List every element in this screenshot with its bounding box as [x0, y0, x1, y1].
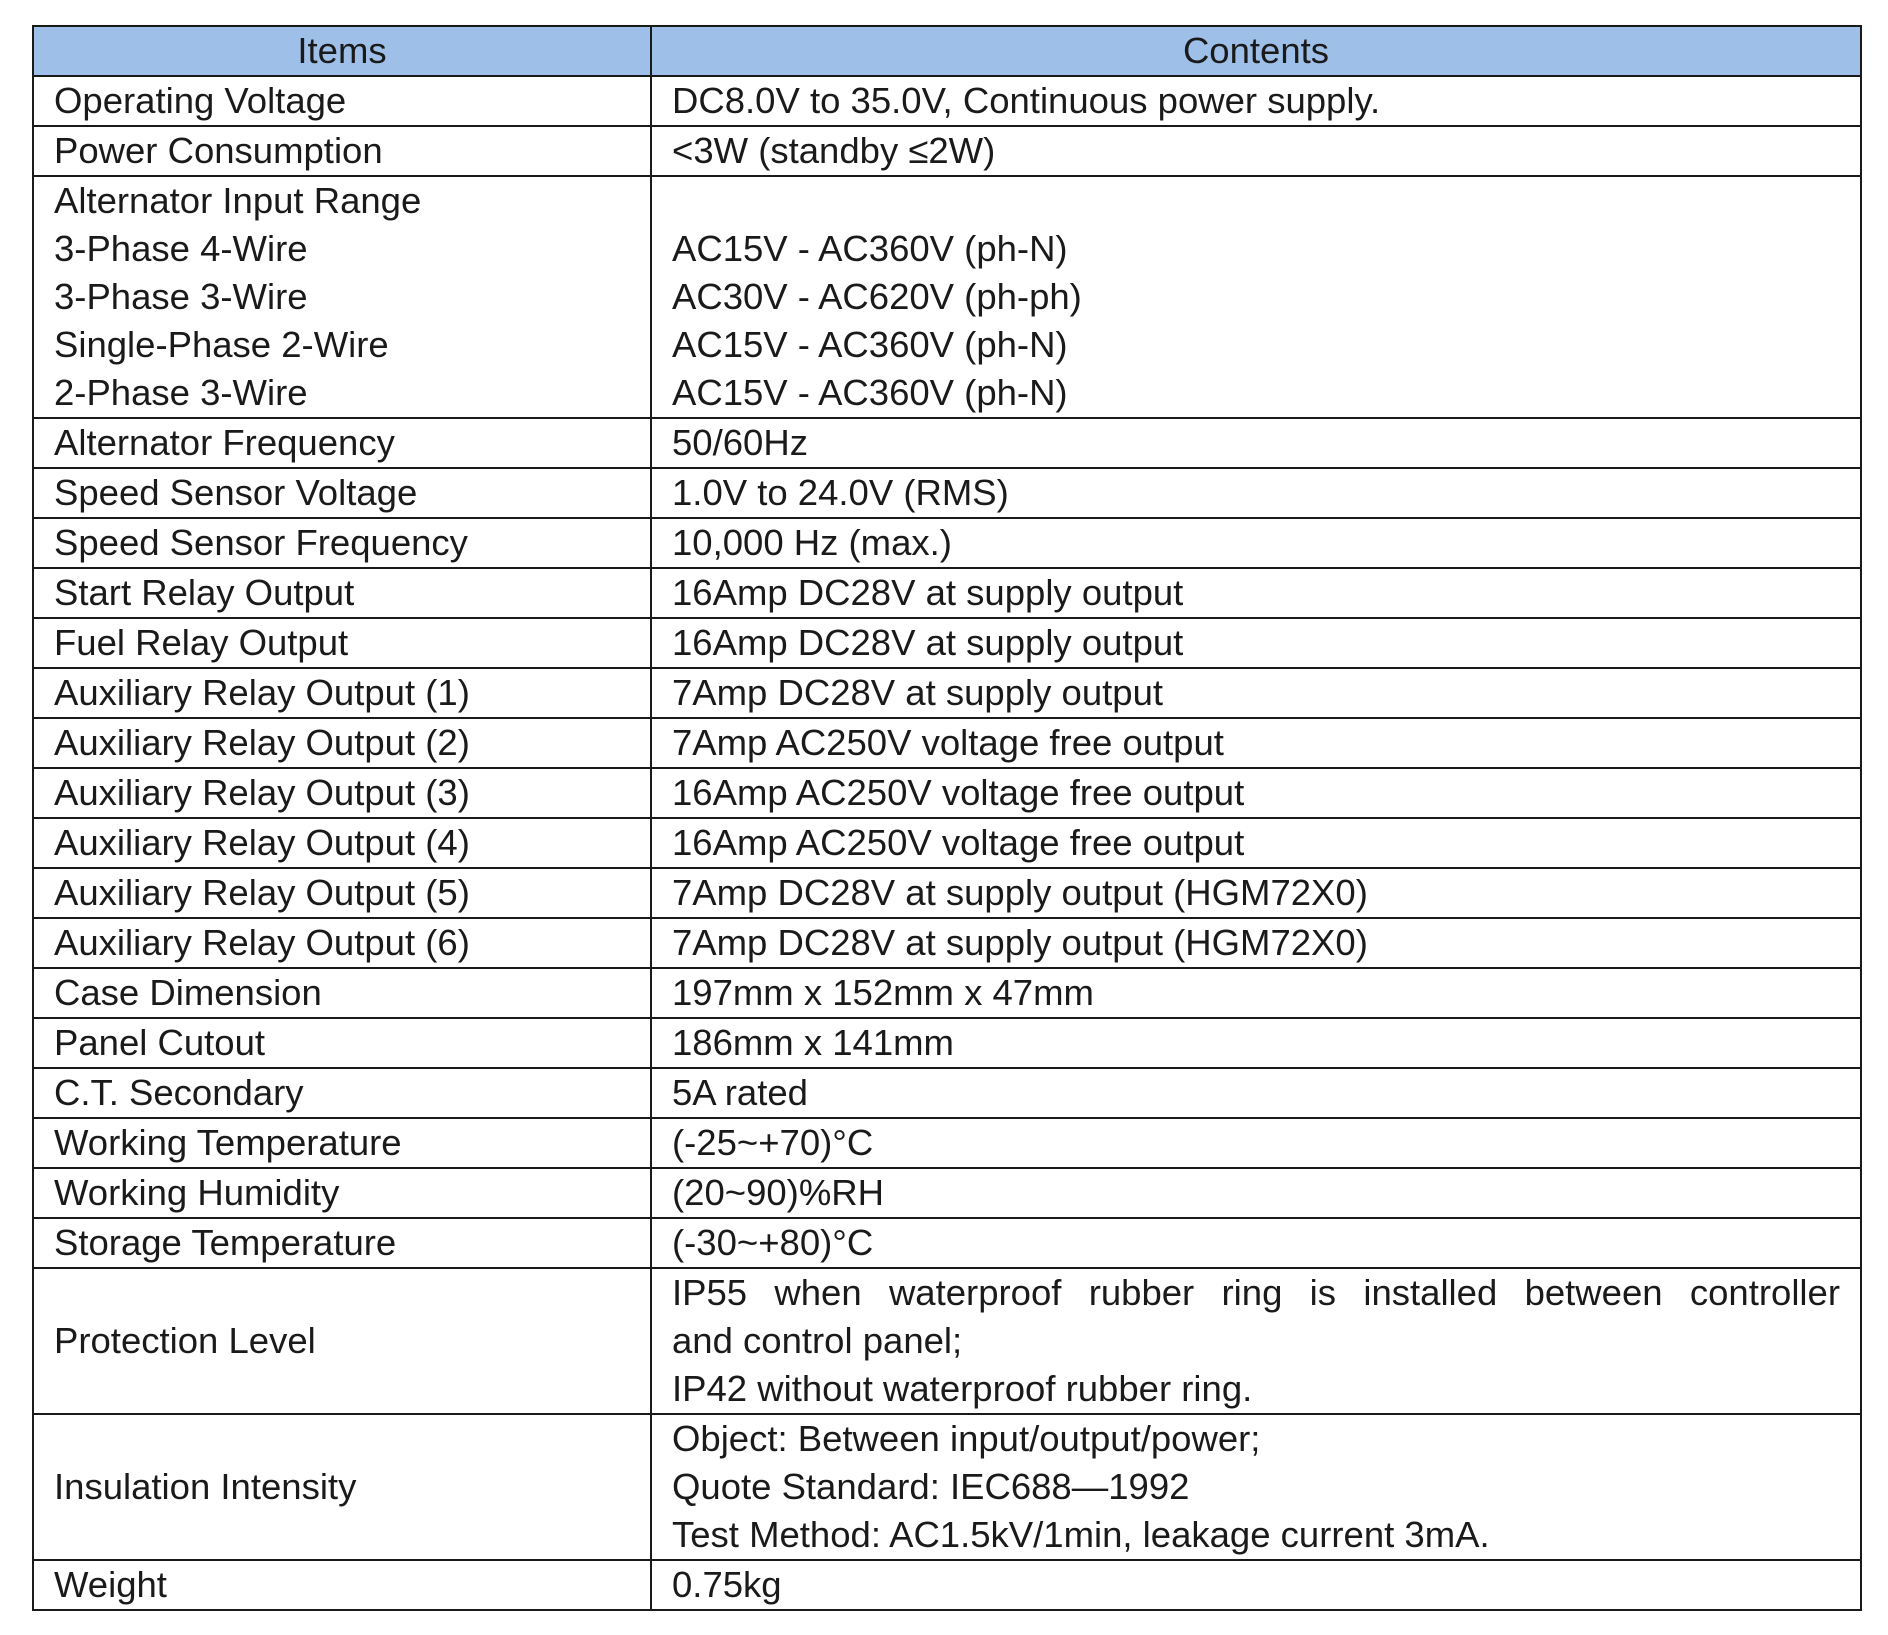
item-cell: Auxiliary Relay Output (2)	[33, 718, 651, 768]
item-line: Single-Phase 2-Wire	[54, 324, 389, 365]
content-cell: (-30~+80)°C	[651, 1218, 1861, 1268]
table-row	[33, 968, 1861, 1018]
content-cell: 7Amp DC28V at supply output (HGM72X0)	[651, 918, 1861, 968]
item-cell: Alternator Frequency	[33, 418, 651, 468]
item-cell: Storage Temperature	[33, 1218, 651, 1268]
table-row	[33, 618, 1861, 668]
content-cell	[651, 1268, 1861, 1414]
content-cell: 7Amp AC250V voltage free output	[651, 718, 1861, 768]
content-line: AC15V - AC360V (ph-N)	[672, 228, 1068, 269]
table-row-alternator-input	[33, 176, 1861, 418]
content-line: and control panel;	[672, 1320, 963, 1361]
content-cell: (20~90)%RH	[651, 1168, 1861, 1218]
item-cell: Working Humidity	[33, 1168, 651, 1218]
item-cell: Start Relay Output	[33, 568, 651, 618]
item-cell: Panel Cutout	[33, 1018, 651, 1068]
item-line: 3-Phase 3-Wire	[54, 276, 308, 317]
table-row	[33, 468, 1861, 518]
table-row	[33, 1068, 1861, 1118]
header-row	[33, 26, 1861, 76]
table-header	[33, 26, 1861, 76]
content-cell: 10,000 Hz (max.)	[651, 518, 1861, 568]
item-cell: Power Consumption	[33, 126, 651, 176]
item-cell: C.T. Secondary	[33, 1068, 651, 1118]
table-row-insulation-intensity	[33, 1414, 1861, 1560]
table-row-protection-level	[33, 1268, 1861, 1414]
content-cell: 5A rated	[651, 1068, 1861, 1118]
content-line: Quote Standard: IEC688—1992	[672, 1466, 1190, 1507]
table-row	[33, 918, 1861, 968]
content-cell: <3W (standby ≤2W)	[651, 126, 1861, 176]
item-cell: Auxiliary Relay Output (5)	[33, 868, 651, 918]
content-cell: 16Amp DC28V at supply output	[651, 568, 1861, 618]
content-cell: 1.0V to 24.0V (RMS)	[651, 468, 1861, 518]
content-line: Test Method: AC1.5kV/1min, leakage current 3mA.	[672, 1514, 1490, 1555]
item-line: 3-Phase 4-Wire	[54, 228, 308, 269]
content-cell: DC8.0V to 35.0V, Continuous power supply.	[651, 76, 1861, 126]
table-row	[33, 418, 1861, 468]
table-row	[33, 1168, 1861, 1218]
table-row	[33, 668, 1861, 718]
content-cell	[651, 176, 1861, 418]
item-line: 2-Phase 3-Wire	[54, 372, 308, 413]
content-cell: 16Amp AC250V voltage free output	[651, 768, 1861, 818]
content-cell	[651, 1414, 1861, 1560]
content-line: Object: Between input/output/power;	[672, 1418, 1261, 1459]
content-line: AC15V - AC360V (ph-N)	[672, 372, 1068, 413]
table-row	[33, 1118, 1861, 1168]
blank-line	[672, 177, 1840, 225]
item-cell: Speed Sensor Voltage	[33, 468, 651, 518]
table-body	[33, 76, 1861, 1610]
content-cell: (-25~+70)°C	[651, 1118, 1861, 1168]
specifications-table	[32, 25, 1862, 1611]
header-contents: Contents	[651, 26, 1861, 76]
content-cell: 16Amp DC28V at supply output	[651, 618, 1861, 668]
table-row	[33, 518, 1861, 568]
table-row	[33, 868, 1861, 918]
table-row	[33, 1560, 1861, 1610]
item-cell: Weight	[33, 1560, 651, 1610]
item-cell: Working Temperature	[33, 1118, 651, 1168]
item-line: Alternator Input Range	[54, 180, 422, 221]
content-cell: 0.75kg	[651, 1560, 1861, 1610]
table-row	[33, 126, 1861, 176]
table-row	[33, 1218, 1861, 1268]
content-line: AC15V - AC360V (ph-N)	[672, 324, 1068, 365]
item-cell: Auxiliary Relay Output (3)	[33, 768, 651, 818]
content-cell: 7Amp DC28V at supply output (HGM72X0)	[651, 868, 1861, 918]
header-items: Items	[33, 26, 651, 76]
table-row	[33, 818, 1861, 868]
item-cell: Speed Sensor Frequency	[33, 518, 651, 568]
item-cell: Insulation Intensity	[33, 1414, 651, 1560]
item-cell	[33, 176, 651, 418]
content-line: AC30V - AC620V (ph-ph)	[672, 276, 1082, 317]
content-cell: 50/60Hz	[651, 418, 1861, 468]
content-line: IP42 without waterproof rubber ring.	[672, 1368, 1253, 1409]
item-cell: Operating Voltage	[33, 76, 651, 126]
table-row	[33, 768, 1861, 818]
table-row	[33, 76, 1861, 126]
item-cell: Protection Level	[33, 1268, 651, 1414]
item-cell: Auxiliary Relay Output (1)	[33, 668, 651, 718]
table-row	[33, 718, 1861, 768]
item-cell: Auxiliary Relay Output (4)	[33, 818, 651, 868]
content-cell: 186mm x 141mm	[651, 1018, 1861, 1068]
item-cell: Fuel Relay Output	[33, 618, 651, 668]
item-cell: Auxiliary Relay Output (6)	[33, 918, 651, 968]
table-row	[33, 1018, 1861, 1068]
item-cell: Case Dimension	[33, 968, 651, 1018]
content-line: IP55 when waterproof rubber ring is installed between controller	[672, 1272, 1840, 1313]
content-cell: 197mm x 152mm x 47mm	[651, 968, 1861, 1018]
content-cell: 7Amp DC28V at supply output	[651, 668, 1861, 718]
table-row	[33, 568, 1861, 618]
content-cell: 16Amp AC250V voltage free output	[651, 818, 1861, 868]
